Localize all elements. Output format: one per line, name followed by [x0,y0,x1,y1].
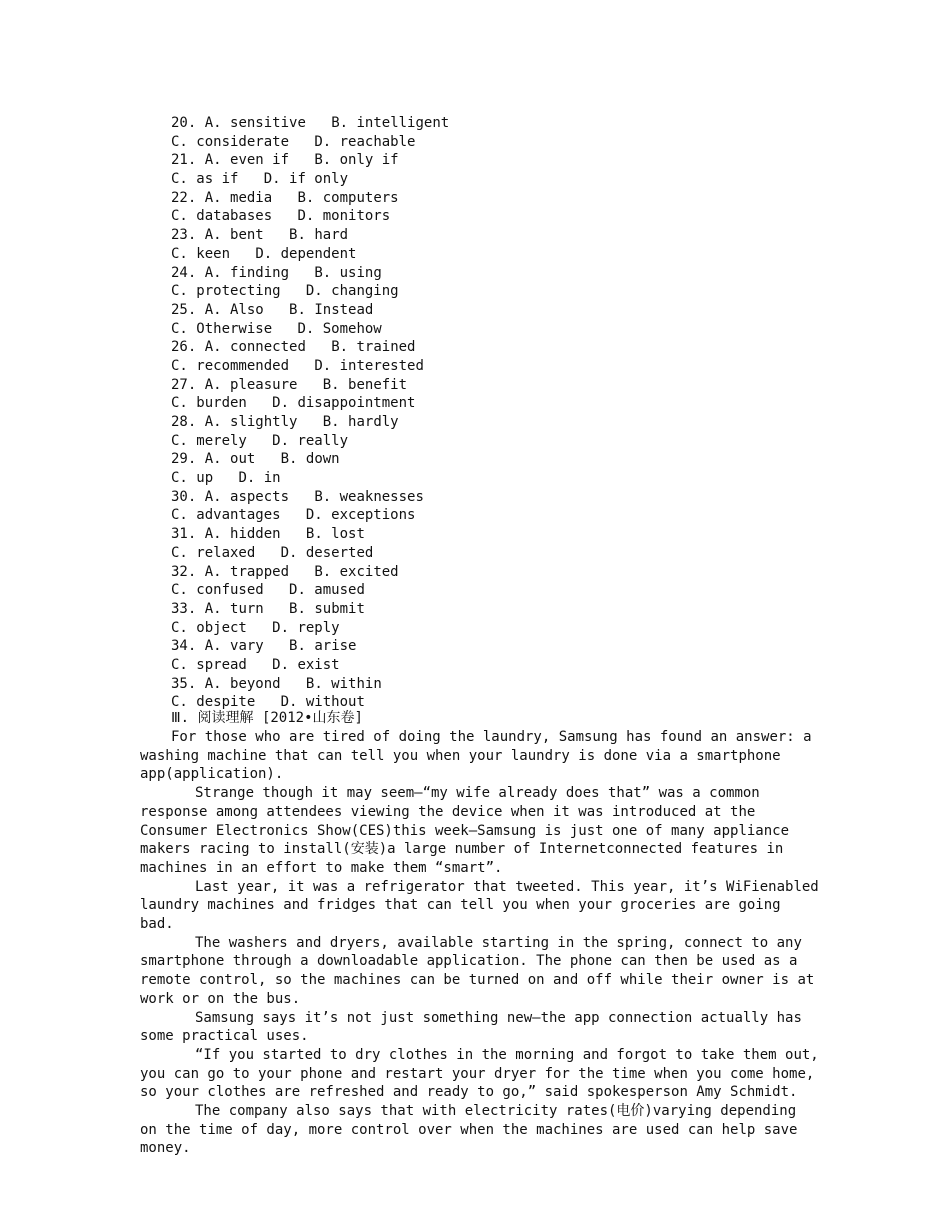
option-a: A. Also [204,301,264,318]
option-c: C. up [171,470,214,487]
option-b: B. arise [289,638,357,655]
option-line-ab [171,151,811,170]
option-d: D. dependent [255,245,357,262]
option-b: B. computers [297,189,399,206]
option-a: A. finding [204,264,290,281]
paragraph: Strange though it may seem—“my wife already does that” was a common response among attendees viewing the device when it was introduced at the Consumer Electronics Show(CES)this week—Samsung is just one of many appliance makers racing to install(安装)a large number of Internetconnected features in machines in an effort to make them “smart”. [140,785,790,876]
option-d: D. amused [289,582,365,599]
option-d: D. disappointment [272,395,416,412]
option-b: B. hardly [322,414,399,430]
option-line-ab [171,189,811,208]
option-a: A. trapped [204,563,290,580]
option-line-ab [171,264,811,283]
question-number: 34. [171,638,197,655]
option-c: C. as if [171,171,239,188]
option-line-ab [171,563,811,582]
paragraph: Last year, it was a refrigerator that tweeted. This year, it’s WiFienabled laundry machines and fridges that can tell you when your groceries are going bad. [140,878,819,933]
option-line-cd [171,282,811,301]
question-number: 22. [171,189,197,206]
option-d: D. exist [272,656,340,673]
option-c: C. object [171,619,247,636]
paragraph: For those who are tired of doing the laundry, Samsung has found an answer: a washing machine that can tell you when your laundry is done via a smartphone app(application). [140,729,812,783]
option-a: A. vary [204,638,264,655]
question-number: 20. [171,115,197,131]
question-number: 26. [171,339,197,356]
question-number: 29. [171,451,197,468]
option-d: D. reachable [314,133,416,150]
paragraph: Samsung says it’s not just something new—the app connection actually has some practical uses. [140,1009,802,1045]
option-line-cd [171,170,811,189]
question-number: 28. [171,414,197,430]
option-d: D. interested [314,357,424,374]
option-b: B. submit [289,600,365,617]
option-line-cd [171,357,811,376]
option-c: C. databases [171,208,273,225]
question-number: 21. [171,152,197,169]
option-a: A. beyond [204,675,281,692]
answer-options-list [171,114,811,712]
section-heading: Ⅲ. 阅读理解 [2012•山东卷] [171,710,363,726]
option-d: D. monitors [297,208,391,225]
option-line-ab [171,488,811,507]
option-d: D. Somehow [297,320,382,337]
question-number: 24. [171,264,197,281]
paragraph: The washers and dryers, available starting in the spring, connect to any smartphone through a downloadable application. The phone can then be used as a remote control, so the machines can be turned on and off while their owner is at work or on the bus. [140,934,815,1007]
option-b: B. benefit [322,376,408,393]
option-b: B. hard [289,227,349,244]
option-c: C. advantages [171,507,281,524]
option-line-cd [171,544,811,563]
option-line-ab [171,226,811,245]
option-line-ab [171,675,811,694]
option-line-cd [171,133,811,152]
option-b: B. Instead [289,301,374,318]
option-b: B. intelligent [331,115,450,131]
option-a: A. aspects [204,488,290,505]
option-a: A. slightly [204,414,298,430]
paragraph: The company also says that with electricity rates(电价)varying depending on the time of day, more control over when the machines are used can help save money. [140,1103,798,1157]
option-a: A. out [204,451,256,468]
option-line-cd [171,432,811,451]
option-c: C. spread [171,656,247,673]
option-line-cd [171,207,811,226]
option-line-ab [171,525,811,544]
option-line-ab [171,450,811,469]
option-line-ab [171,413,811,432]
question-number: 27. [171,376,197,393]
option-line-cd [171,581,811,600]
option-b: B. excited [314,563,399,580]
option-a: A. sensitive [204,115,306,131]
option-d: D. without [280,694,365,711]
option-c: C. despite [171,694,256,711]
question-number: 23. [171,227,197,244]
option-line-ab [171,338,811,357]
paragraph: “If you started to dry clothes in the morning and forgot to take them out, you can go to your phone and restart your dryer for the time when you come home, so your clothes are refreshed and ready to go,” said spokesperson Amy Schmidt. [140,1046,819,1101]
option-line-cd [171,469,811,488]
question-number: 25. [171,301,197,318]
option-d: D. really [272,432,349,449]
option-line-cd [171,320,811,339]
option-b: B. within [305,675,382,692]
option-line-cd [171,619,811,638]
option-line-ab [171,637,811,656]
option-b: B. weaknesses [314,488,424,505]
option-c: C. protecting [171,283,281,300]
option-a: A. turn [204,600,264,617]
option-c: C. relaxed [171,544,256,561]
question-number: 33. [171,600,197,617]
option-a: A. hidden [204,526,281,543]
option-b: B. trained [331,339,416,356]
option-a: A. pleasure [204,376,298,393]
option-a: A. bent [204,227,264,244]
option-line-cd [171,506,811,525]
option-a: A. media [204,189,273,206]
option-line-ab [171,600,811,619]
option-b: B. down [280,451,340,468]
question-number: 31. [171,526,197,543]
reading-passage [140,728,820,1158]
option-c: C. burden [171,395,247,412]
option-d: D. reply [272,619,340,636]
option-a: A. connected [204,339,306,356]
option-d: D. changing [305,283,399,300]
option-d: D. deserted [280,544,374,561]
option-d: D. in [238,470,281,487]
question-number: 32. [171,563,197,580]
option-line-cd [171,245,811,264]
option-c: C. confused [171,582,264,599]
option-line-cd [171,656,811,675]
option-b: B. using [314,264,382,281]
option-line-ab [171,376,811,395]
option-d: D. if only [263,171,349,188]
option-line-ab [171,301,811,320]
option-line-ab [171,114,811,133]
option-c: C. recommended [171,357,290,374]
option-a: A. even if [204,152,290,169]
option-line-cd [171,394,811,413]
question-number: 30. [171,488,197,505]
option-d: D. exceptions [305,507,416,524]
option-b: B. only if [314,152,399,169]
option-c: C. considerate [171,133,290,150]
option-c: C. merely [171,432,247,449]
question-number: 35. [171,675,197,692]
option-c: C. Otherwise [171,320,273,337]
option-b: B. lost [305,526,365,543]
option-c: C. keen [171,245,231,262]
